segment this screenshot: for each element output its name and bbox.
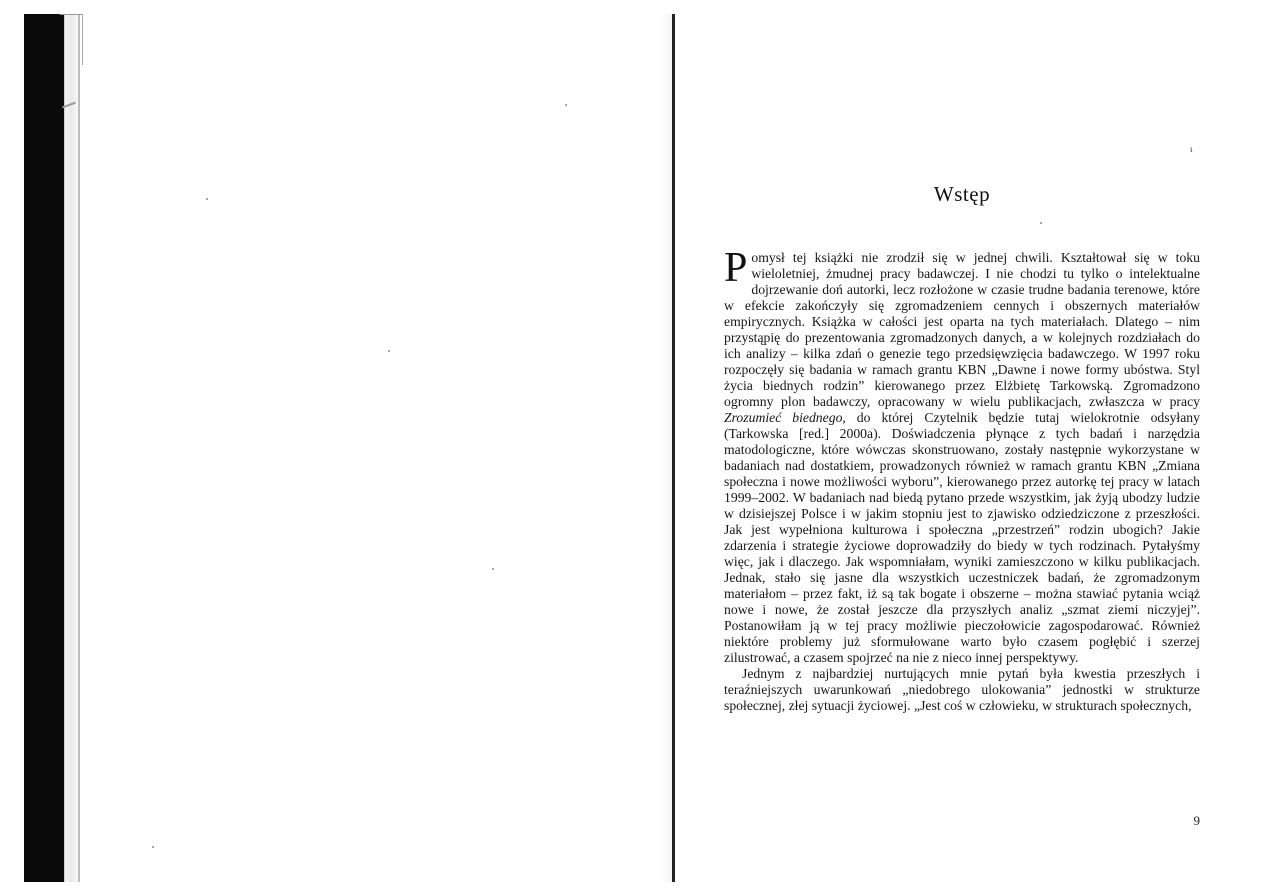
scan-speck	[388, 350, 390, 352]
right-page	[724, 140, 1200, 840]
scan-speck	[565, 104, 567, 106]
margin-mark: ι	[1190, 144, 1193, 154]
paragraph-text: , do której Czytelnik będzie tutaj wielokrotnie odsyłany (Tarkowska [red.] 2000a). Doświadczenia płynące z tych badań i narzędzia matodologiczne, które wówczas skonstruowano, zostały następnie wykorzystane w badaniach nad dostatkiem, prowadzonych również w ramach grantu KBN „Zmiana społeczna i nowe możliwości wyboru”, kierowanego przez autorkę tej pracy w latach 1999–2002. W badaniach nad biedą pytano przede wszystkim, jak żyją ubodzy ludzie w dzisiejszej Polsce i w jakim stopniu jest to zjawisko odziedziczone z przeszłości. Jak jest wypełniona kulturowa i społeczna „przestrzeń” rodzin ubogich? Jakie zdarzenia i strategie życiowe doprowadziły do biedy w tych rodzinach. Pytałyśmy więc, jak i dlaczego. Jak wspomniałam, wyniki zamieszczono w kilku publikacjach. Jednak, stało się jasne dla wszystkich uczestniczek badań, że zgromadzonym materiałom – przez fakt, iż są tak bogate i obszerne – można stawiać pytania wciąż nowe i nowe, że został jeszcze dla przyszłych analiz „szmat ziemi niczyjej”. Postanowiłam ją w tej pracy możliwie pieczołowicie zagospodarować. Również niektóre problemy już sformułowane warto było czasem pogłębić i szerzej zilustrować, a czasem spojrzeć na nie z nieco innej perspektywy.	[724, 410, 1200, 665]
paragraph-text: omysł tej książki nie zrodził się w jednej chwili. Kształtował się w toku wieloletniej, żmudnej pracy badawczej. I nie chodzi tu tylko o intelektualne dojrzewanie doń autorki, lecz rozłożone w czasie trudne badania terenowe, które w efekcie zakończyły się zgromadzeniem cennych i obszernych materiałów empirycznych. Książka w całości jest oparta na tych materiałach. Dlatego – nim przystąpię do prezentowania zgromadzonych danych, a w kolejnych rozdziałach do ich analizy – kilka zdań o genezie tego przedsięwzięcia badawczego. W 1997 roku rozpoczęły się badania w ramach grantu KBN „Dawne i nowe formy ubóstwa. Styl życia biednych rodzin” kierowanego przez Elżbietę Tarkowską. Zgromadzono ogromny plon badawczy, opracowany w wielu publikacjach, zwłaszcza w pracy	[724, 250, 1200, 409]
page-corner-fold	[60, 14, 83, 65]
scan-speck	[152, 846, 154, 848]
drop-cap: P	[724, 245, 748, 291]
paragraph	[724, 245, 1200, 666]
scan-edge-left	[24, 14, 64, 882]
book-gutter	[672, 14, 675, 882]
chapter-title: Wstęp	[933, 182, 991, 206]
paragraph: Jednym z najbardziej nurtujących mnie pytań była kwestia przeszłych i teraźniejszych uwarunkowań „niedobrego ulokowania” jednostki w strukturze społecznej, złej sytuacji życiowej. „Jest coś w człowieku, w strukturach społecznych,	[724, 666, 1200, 713]
scan-speck	[492, 568, 494, 570]
page-edge-line	[78, 14, 80, 882]
cited-title: Zrozumieć biednego	[724, 410, 843, 425]
scan-speck	[206, 198, 208, 200]
page-number: 9	[1193, 813, 1200, 828]
gutter-shadow	[660, 14, 672, 882]
body-text	[724, 245, 1200, 714]
